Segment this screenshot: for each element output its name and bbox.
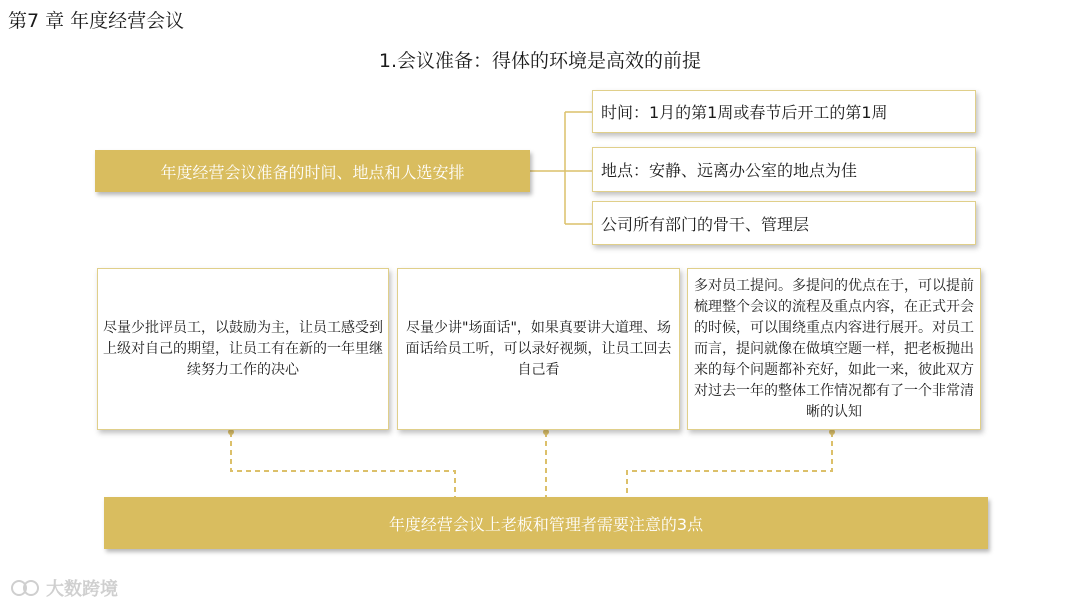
watermark-text: 大数跨境 bbox=[46, 579, 118, 600]
watermark-logo-icon bbox=[10, 578, 40, 598]
attendees-item: 公司所有部门的骨干、管理层 bbox=[592, 201, 976, 245]
tip-card-text: 尽量少批评员工，以鼓励为主，让员工感受到上级对自己的期望，让员工有在新的一年里继续努力工作的决心 bbox=[103, 319, 383, 378]
dashed-connector-left bbox=[231, 432, 455, 497]
tip-card-questions bbox=[687, 268, 981, 430]
tip-card-encourage bbox=[97, 268, 389, 430]
watermark bbox=[10, 575, 118, 601]
dashed-connector-right bbox=[627, 432, 832, 497]
location-item: 地点：安静、远离办公室的地点为佳 bbox=[592, 147, 976, 192]
slide-title: 1.会议准备：得体的环境是高效的前提 bbox=[378, 50, 702, 72]
tip-card-text: 尽量少讲"场面话"，如果真要讲大道理、场面话给员工听，可以录好视频，让员工回去自己看 bbox=[405, 319, 672, 378]
chapter-heading: 第7 章 年度经营会议 bbox=[8, 10, 185, 32]
bracket-line bbox=[530, 112, 592, 224]
summary-bar: 年度经营会议上老板和管理者需要注意的3点 bbox=[104, 497, 988, 549]
tip-card-text: 多对员工提问。多提问的优点在于，可以提前梳理整个会议的流程及重点内容，在正式开会的时候，可以围绕重点内容进行展开。对员工而言，提问就像在做填空题一样，把老板抛出来的每个问题都补充好，如此一来，彼此双方对过去一年的整体工作情况都有了一个非常清晰的认知 bbox=[694, 277, 974, 420]
time-item: 时间：1月的第1周或春节后开工的第1周 bbox=[592, 90, 976, 133]
arrangement-box: 年度经营会议准备的时间、地点和人选安排 bbox=[95, 150, 530, 192]
tip-card-less-talk bbox=[397, 268, 680, 430]
